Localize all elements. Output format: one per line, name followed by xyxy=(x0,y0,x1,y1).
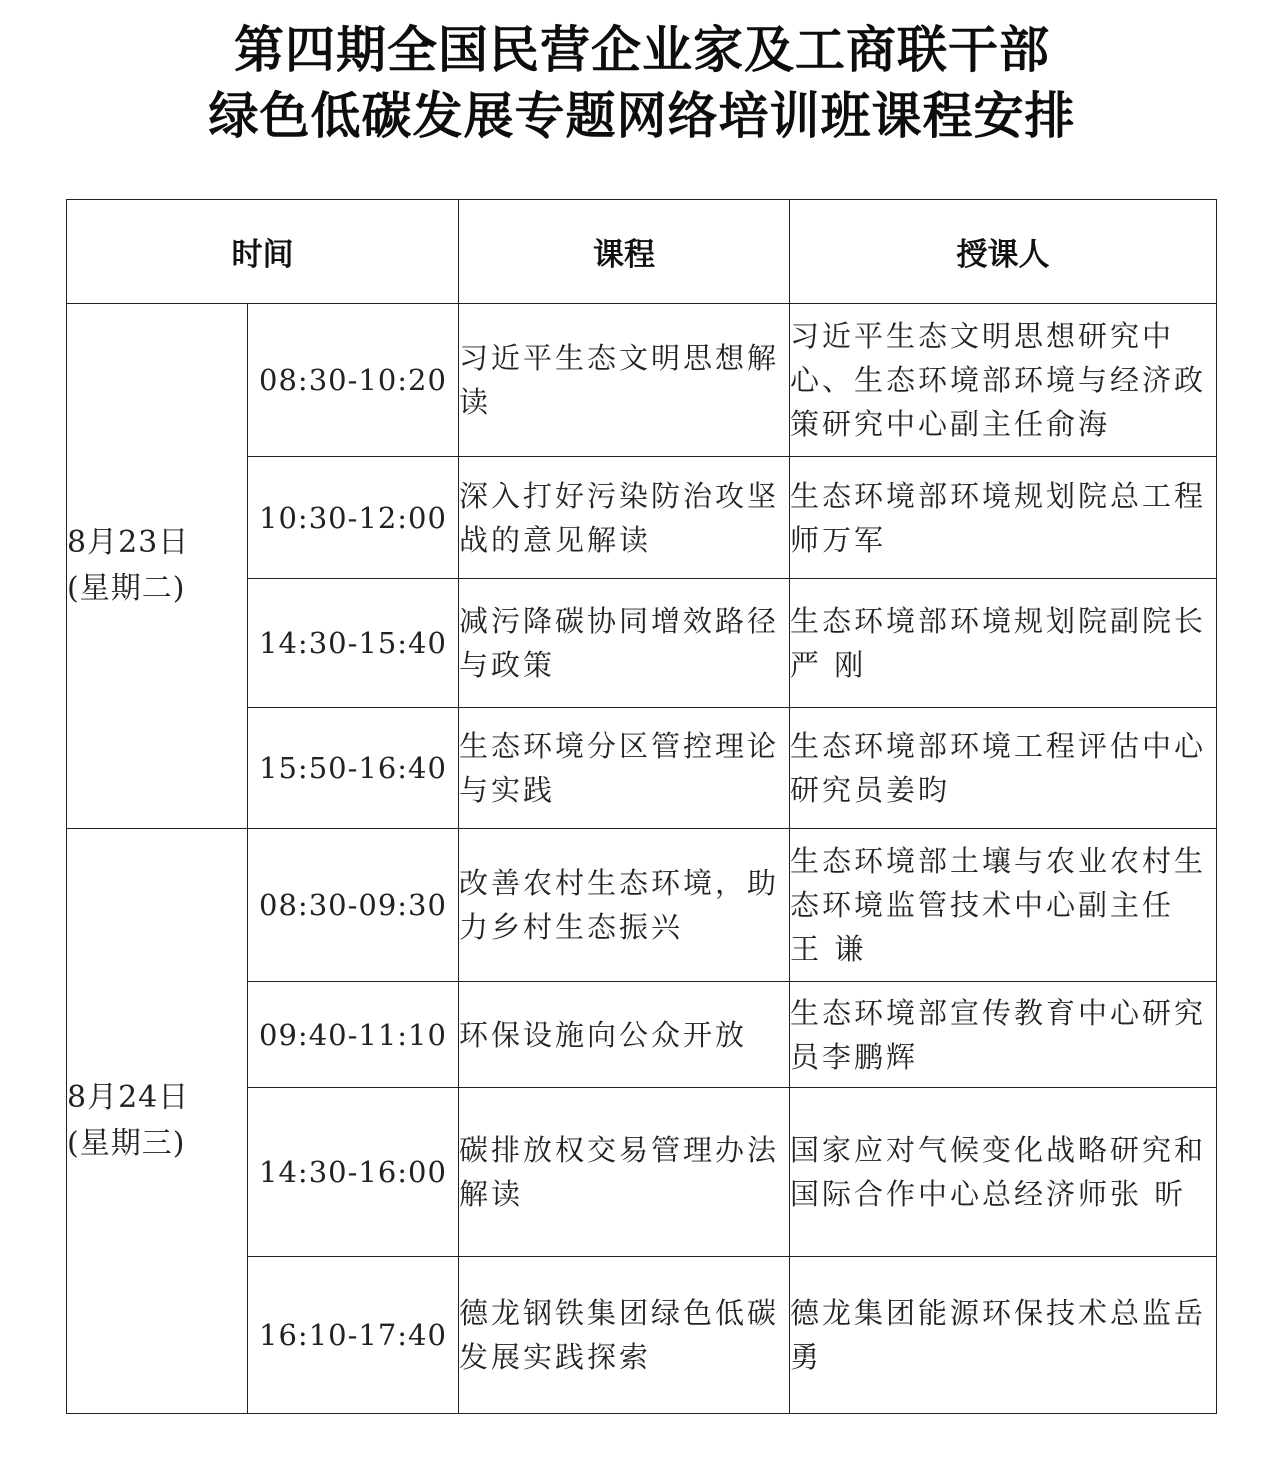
time-cell: 15:50-16:40 xyxy=(248,708,459,829)
course-cell: 德龙钢铁集团绿色低碳发展实践探索 xyxy=(459,1257,790,1414)
course-cell: 生态环境分区管控理论与实践 xyxy=(459,708,790,829)
course-cell: 改善农村生态环境，助力乡村生态振兴 xyxy=(459,829,790,982)
time-cell: 09:40-11:10 xyxy=(248,982,459,1088)
schedule-table xyxy=(66,199,1217,1414)
date-label: 8月24日 xyxy=(67,1080,190,1115)
table-row xyxy=(67,304,1217,457)
lecturer-cell: 生态环境部环境规划院副院长 严 刚 xyxy=(790,579,1217,708)
header-time: 时间 xyxy=(67,200,459,304)
time-cell: 08:30-10:20 xyxy=(248,304,459,457)
time-cell: 14:30-16:00 xyxy=(248,1088,459,1257)
header-lecturer: 授课人 xyxy=(790,200,1217,304)
page-title-line-2: 绿色低碳发展专题网络培训班课程安排 xyxy=(208,87,1076,145)
lecturer-cell: 习近平生态文明思想研究中心、生态环境部环境与经济政策研究中心副主任俞海 xyxy=(790,304,1217,457)
page-title-line-1: 第四期全国民营企业家及工商联干部 xyxy=(234,21,1050,79)
lecturer-cell: 生态环境部宣传教育中心研究员李鹏辉 xyxy=(790,982,1217,1088)
course-cell: 碳排放权交易管理办法解读 xyxy=(459,1088,790,1257)
lecturer-cell: 生态环境部环境规划院总工程师万军 xyxy=(790,457,1217,579)
table-row xyxy=(67,829,1217,982)
course-cell: 深入打好污染防治攻坚战的意见解读 xyxy=(459,457,790,579)
weekday-label: (星期三) xyxy=(67,1126,186,1161)
date-label: 8月23日 xyxy=(67,525,190,560)
weekday-label: (星期二) xyxy=(67,571,186,606)
header-course: 课程 xyxy=(459,200,790,304)
lecturer-cell: 生态环境部环境工程评估中心研究员姜昀 xyxy=(790,708,1217,829)
lecturer-cell: 德龙集团能源环保技术总监岳 勇 xyxy=(790,1257,1217,1414)
time-cell: 14:30-15:40 xyxy=(248,579,459,708)
date-cell-day-1 xyxy=(67,304,248,829)
time-cell: 16:10-17:40 xyxy=(248,1257,459,1414)
time-cell: 08:30-09:30 xyxy=(248,829,459,982)
course-cell: 习近平生态文明思想解读 xyxy=(459,304,790,457)
lecturer-cell: 生态环境部土壤与农业农村生态环境监管技术中心副主任 王 谦 xyxy=(790,829,1217,982)
time-cell: 10:30-12:00 xyxy=(248,457,459,579)
course-cell: 减污降碳协同增效路径与政策 xyxy=(459,579,790,708)
date-cell-day-2 xyxy=(67,829,248,1414)
lecturer-cell: 国家应对气候变化战略研究和国际合作中心总经济师张 昕 xyxy=(790,1088,1217,1257)
course-cell: 环保设施向公众开放 xyxy=(459,982,790,1088)
header-row xyxy=(67,200,1217,304)
